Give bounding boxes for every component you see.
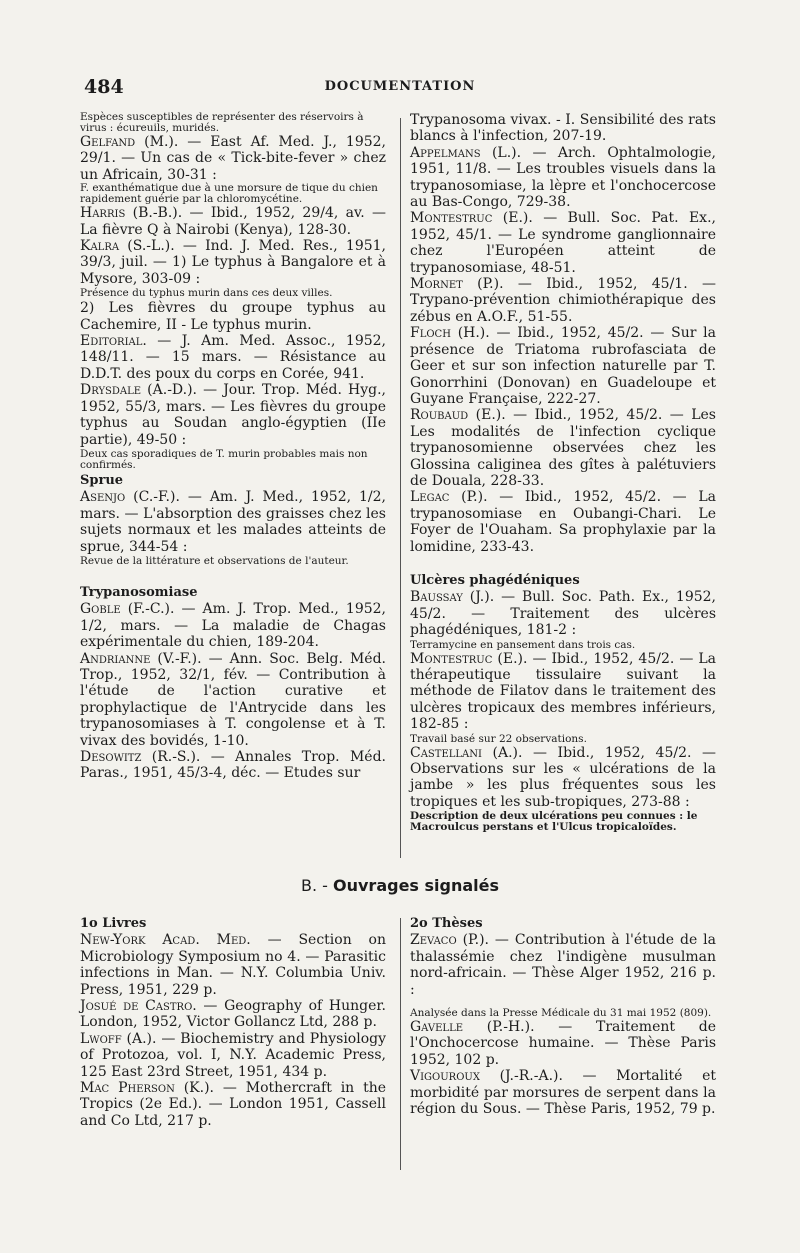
section-title: Ouvrages signalés: [333, 876, 500, 895]
bib-entry: [80, 1080, 386, 1129]
entry-text: — Bull. Soc. Pat. Ex., 1952, 45/1. — Le syndrome ganglionnaire chez l'Européen atteint de trypanosomiase, 48-51.: [410, 210, 716, 276]
entry-text: — Traitement de l'Onchocercose humaine. — Thèse Paris 1952, 102 p.: [410, 1019, 716, 1068]
author: Appelmans (L.).: [410, 144, 522, 161]
bib-entry: [80, 333, 386, 382]
bib-entry: [410, 276, 716, 325]
entry-continuation: 2) Les fièvres du groupe typhus au Cachemire, II - Le typhus murin.: [80, 300, 386, 333]
entry-text: — Biochemistry and Physiology of Protozoa, vol. I, N.Y. Academic Press, 125 East 23rd Street, 1951, 434 p.: [80, 1030, 386, 1080]
note: Terramycine en pansement dans trois cas.: [410, 638, 636, 651]
note: Description de deux ulcérations peu connues : le Macroulcus perstans et l'Ulcus tropicaloïdes.: [410, 810, 698, 834]
author: Legac (P.).: [410, 489, 488, 506]
author: Montestruc (E.).: [410, 650, 528, 667]
author: Roubaud (E.).: [410, 407, 506, 424]
entry-text: — Geography of Hunger. London, 1952, Victor Gollancz Ltd, 288 p.: [80, 998, 386, 1031]
bib-entry: [410, 145, 716, 211]
bib-entry: [410, 210, 716, 276]
author: Castellani (A.).: [410, 744, 523, 761]
entry-text: — Bull. Soc. Path. Ex., 1952, 45/2. — Traitement des ulcères phagédéniques, 181-2 :: [410, 589, 717, 639]
section-heading-trypanosomiase: Trypanosomiase: [80, 584, 198, 600]
entry-text: — Jour. Trop. Méd. Hyg., 1952, 55/3, mars. — Les fièvres du groupe typhus au Soudan anglo-égyptien (IIe partie), 49-50 :: [80, 382, 387, 448]
author: Asenjo (C.-F.).: [80, 489, 180, 506]
author: Harris (B.-B.).: [80, 205, 183, 222]
author: Andrianne (V.-F.).: [80, 650, 202, 667]
bib-entry: [80, 238, 386, 287]
entry-text: — Am. J. Med., 1952, 1/2, mars. — L'absorption des graisses chez les sujets normaux et les malades atteints de sprue, 344-54 :: [80, 489, 386, 555]
entry-text: — Ibid., 1952, 45/2. — Les Les modalités de l'infection cyclique trypanosomienne observées chez les Glossina caliginea des gîtes à palétuviers de Douala, 228-33.: [410, 407, 716, 489]
bib-entry: [80, 651, 386, 749]
bib-entry: [410, 745, 716, 811]
entry-text: — Ibid., 1952, 45/2. — La trypanosomiase en Oubangi-Chari. Le Foyer de l'Ouaham. Sa prophylaxie par la lomidine, 233-43.: [410, 489, 716, 555]
entry-text: — Mothercraft in the Tropics (2e Ed.). — London 1951, Cassell and Co Ltd, 217 p.: [80, 1080, 386, 1129]
section-heading-ulceres: Ulcères phagédéniques: [410, 572, 580, 588]
page-number: 484: [84, 76, 124, 98]
entry-text: — East Af. Med. J., 1952, 29/1. — Un cas de « Tick-bite-fever » chez un Africain, 30-31 :: [80, 134, 386, 183]
right-column: [410, 112, 716, 833]
author: Kalra (S.-L.).: [80, 238, 175, 255]
bib-entry: [410, 651, 716, 733]
theses-column: [410, 916, 716, 1117]
note: Analysée dans la Presse Médicale du 31 mai 1952 (809).: [410, 1007, 712, 1020]
theses-heading: 2o Thèses: [410, 916, 483, 931]
author: Vigouroux (J.-R.-A.).: [410, 1068, 563, 1085]
entry-text: — Ibid., 1952, 45/2. — Observations sur les « ulcérations de la jambe » les plus fréquentes sous les tropiques et les sub-tropiques, 273-88 :: [410, 744, 716, 810]
author: Floch (H.).: [410, 325, 490, 342]
note: Deux cas sporadiques de T. murin probables mais non confirmés.: [80, 447, 368, 471]
entry-text: — Contribution à l'étude de la thalassémie chez l'indigène musulman nord-africain. — Thèse Alger 1952, 216 p. :: [410, 932, 716, 998]
author: Zevaco (P.).: [410, 932, 489, 949]
entry-continuation: Trypanosoma vivax. - I. Sensibilité des rats blancs à l'infection, 207-19.: [410, 112, 716, 145]
entry-text: — J. Am. Med. Assoc., 1952, 148/11. — 15 mars. — Résistance au D.D.T. des poux du corps en Corée, 941.: [80, 333, 386, 382]
note: F. exanthématique due à une morsure de tique du chien rapidement guérie par la chloromycétine.: [80, 182, 378, 206]
bib-entry: [80, 134, 386, 183]
entry-text: — Ibid., 1952, 45/2. — Sur la présence de Triatoma rubrofasciata de Geer et sur son infection naturelle par T. Gonorrhini (Donovan) en Guadeloupe et Guyane Française, 222-27.: [410, 325, 716, 407]
books-column: [80, 916, 386, 1129]
entry-text: — Arch. Ophtalmologie, 1951, 11/8. — Les troubles visuels dans la trypanosomiase, la lèpre et l'onchocercose au Bas-Congo, 729-38.: [410, 144, 717, 211]
bib-entry: [410, 932, 716, 998]
column-divider: [400, 918, 401, 1170]
entry-text: — Ind. J. Med. Res., 1951, 39/3, juil. — 1) Le typhus à Bangalore et à Mysore, 303-09 :: [80, 238, 386, 287]
bib-entry: [410, 1068, 716, 1117]
entry-text: — Section on Microbiology Symposium no 4. — Parasitic infections in Man. — N.Y. Columbia Univ. Press, 1951, 229 p.: [80, 932, 387, 998]
author: New-York Acad. Med.: [80, 932, 251, 949]
author: Montestruc (E.).: [410, 210, 533, 227]
section-heading-sprue: Sprue: [80, 472, 124, 488]
bib-entry: [410, 589, 716, 638]
entry-text: — Ibid., 1952, 45/1. — Trypano-prévention chimiothérapique des zébus en A.O.F., 51-55.: [410, 276, 716, 325]
author: Editorial.: [80, 333, 147, 350]
bib-entry: [80, 601, 386, 650]
note: Espèces susceptibles de représenter des réservoirs à virus : écureuils, muridés.: [80, 111, 364, 134]
author: Josué de Castro.: [80, 998, 197, 1015]
bib-entry: [410, 325, 716, 407]
author: Drysdale (A.-D.).: [80, 382, 198, 399]
bib-entry: [410, 489, 716, 555]
entry-text: — Ibid., 1952, 29/4, av. — La fièvre Q à Nairobi (Kenya), 128-30.: [80, 205, 386, 238]
bib-entry: [80, 489, 386, 555]
bib-entry: [80, 382, 386, 448]
author: Gavelle (P.-H.).: [410, 1019, 535, 1036]
bib-entry: [410, 407, 716, 489]
author: Gelfand (M.).: [80, 134, 179, 150]
entry-text: — Mortalité et morbidité par morsures de serpent dans la région du Sous. — Thèse Paris, 1952, 79 p.: [410, 1068, 716, 1118]
author: Baussay (J.).: [410, 589, 495, 606]
bib-entry: [410, 1019, 716, 1068]
books-heading: 1o Livres: [80, 916, 147, 931]
entry-text: — Am. J. Trop. Med., 1952, 1/2, mars. — La maladie de Chagas expérimentale du chien, 189-204.: [80, 601, 386, 651]
bib-entry: [80, 932, 386, 998]
author: Lwoff (A.).: [80, 1030, 157, 1047]
author: Mornet (P.).: [410, 276, 504, 293]
section-b-heading: [80, 876, 720, 895]
left-column: [80, 112, 386, 782]
author: Desowitz (R.-S.).: [80, 749, 201, 765]
entry-text: — Annales Trop. Méd. Paras., 1951, 45/3-4, déc. — Etudes sur: [80, 749, 386, 782]
author: Mac Pherson (K.).: [80, 1080, 215, 1097]
entry-text: — Ibid., 1952, 45/2. — La thérapeutique tissulaire suivant la méthode de Filatov dans le traitement des ulcères tropicaux des membres inférieurs, 182-85 :: [410, 650, 716, 733]
note: Travail basé sur 22 observations.: [410, 732, 587, 745]
bib-entry: [80, 998, 386, 1031]
bib-entry: [80, 1031, 386, 1080]
entry-text: — Ann. Soc. Belg. Méd. Trop., 1952, 32/1, fév. — Contribution à l'étude de l'action curative et prophylactique de l'Antrycide dans les trypanosomiases à T. congolense et à T. vivax des bovidés, 1-10.: [80, 650, 387, 749]
page-header: [80, 76, 720, 98]
note: Revue de la littérature et observations de l'auteur.: [80, 554, 349, 567]
author: Goble (F.-C.).: [80, 601, 175, 618]
bib-entry: [80, 749, 386, 782]
section-prefix: B. -: [300, 876, 333, 895]
column-divider: [400, 118, 401, 858]
note: Présence du typhus murin dans ces deux villes.: [80, 287, 333, 300]
bib-entry: [80, 205, 386, 238]
running-title: DOCUMENTATION: [324, 79, 476, 94]
